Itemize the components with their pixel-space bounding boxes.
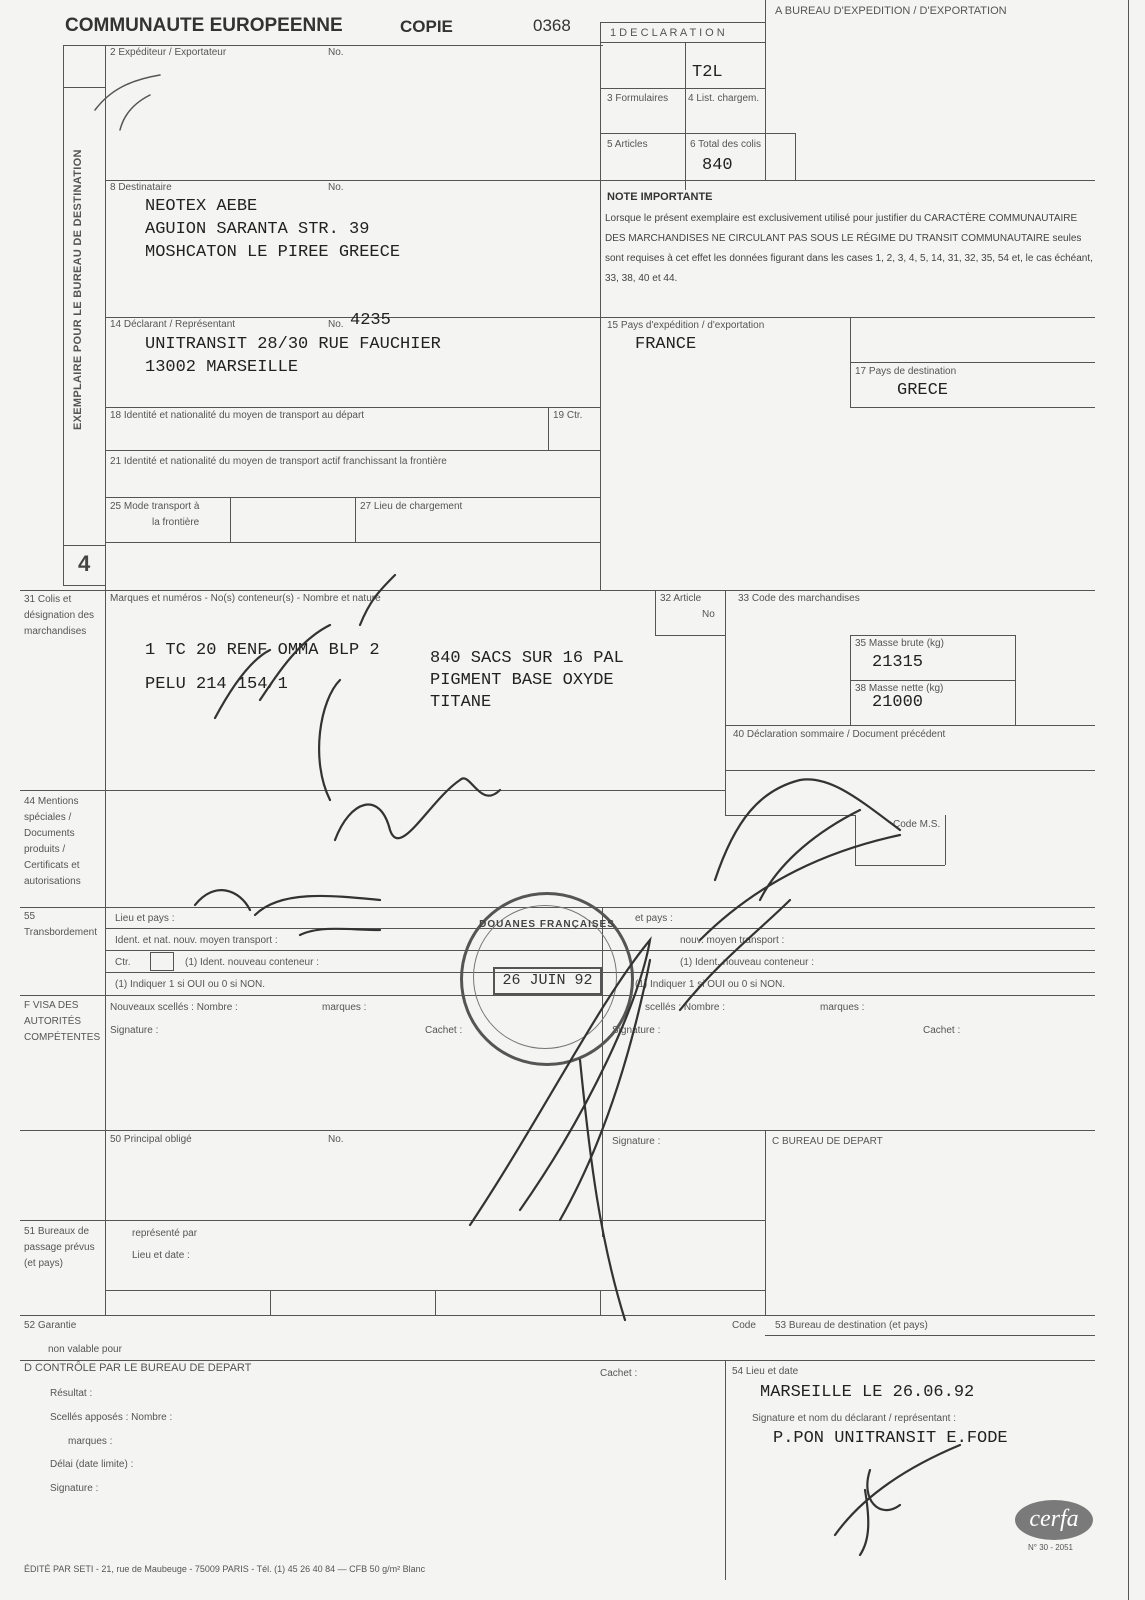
guarantee-code-label: Code <box>732 1320 756 1331</box>
signature-scribble <box>680 835 900 1010</box>
principal-signature-label: Signature : <box>612 1136 661 1147</box>
seal-marks-label: marques : <box>322 1002 367 1013</box>
place-date-54-value: MARSEILLE LE 26.06.92 <box>760 1383 975 1402</box>
gross-mass-value: 21315 <box>872 653 924 672</box>
consignee-label: 8 Destinataire <box>110 182 172 193</box>
principal-label: 50 Principal obligé <box>110 1134 192 1145</box>
place-date-54-label: 54 Lieu et date <box>732 1366 799 1377</box>
destination-country-label: 17 Pays de destination <box>855 366 957 377</box>
box-a-label: A BUREAU D'EXPEDITION / D'EXPORTATION <box>775 5 1007 17</box>
copy-destination-band: EXEMPLAIRE POUR LE BUREAU DE DESTINATION <box>72 149 84 430</box>
goods-line: 840 SACS SUR 16 PAL <box>430 649 624 668</box>
signature-scribble <box>195 890 380 935</box>
control-stamp-label: Cachet : <box>600 1368 638 1379</box>
destination-country-value: GRECE <box>897 381 949 400</box>
note-title: NOTE IMPORTANTE <box>607 191 713 203</box>
new-transport-label: Ident. et nat. nouv. moyen transport : <box>115 935 278 946</box>
stamp-text: DOUANES FRANÇAISES <box>479 919 615 930</box>
forms-label: 3 Formulaires <box>607 93 669 104</box>
new-seals-label: Nouveaux scellés : Nombre : <box>110 1002 238 1013</box>
item-label: 32 Article <box>660 593 702 604</box>
form-title: COMMUNAUTE EUROPEENNE <box>65 15 343 36</box>
ctr-label: Ctr. <box>115 957 131 968</box>
control-signature-label: Signature : <box>50 1483 99 1494</box>
transport-border-label: 21 Identité et nationalité du moyen de transport actif franchissant la frontière <box>110 456 447 467</box>
export-country-value: FRANCE <box>635 335 697 354</box>
transhipment-place-label-2: et pays : <box>635 913 673 924</box>
declarant-signature-label: Signature et nom du déclarant / représentant : <box>752 1413 957 1424</box>
transit-offices-label: 51 Bureaux de passage prévus (et pays) <box>24 1226 95 1269</box>
destination-office-label: 53 Bureau de destination (et pays) <box>775 1320 928 1331</box>
visa-stamp-label: Cachet : <box>425 1025 463 1036</box>
seals-applied-label: Scellés apposés : Nombre : <box>50 1412 173 1423</box>
consignee-line: MOSHCATON LE PIREE GREECE <box>145 243 401 262</box>
gross-mass-label: 35 Masse brute (kg) <box>855 638 944 649</box>
exporter-no-label: No. <box>328 47 344 58</box>
new-container-label-2: (1) Ident. nouveau conteneur : <box>680 957 814 968</box>
visa-signature-label: Signature : <box>110 1025 159 1036</box>
special-mentions-label: 44 Mentions spéciales / Documents produits / Certificats et autorisations <box>24 796 81 887</box>
goods-line: PIGMENT BASE OXYDE <box>430 671 614 690</box>
stamp-date: 26 JUIN 92 <box>493 967 602 995</box>
new-container-label: (1) Ident. nouveau conteneur : <box>185 957 319 968</box>
departure-office-label: C BUREAU DE DEPART <box>772 1136 883 1147</box>
indicate-note: (1) Indiquer 1 si OUI ou 0 si NON. <box>115 979 266 990</box>
cerfa-logo: cerfa <box>1015 1500 1093 1540</box>
net-mass-value: 21000 <box>872 693 924 712</box>
new-transport-label-2: nouv. moyen transport : <box>680 935 785 946</box>
result-label: Résultat : <box>50 1388 93 1399</box>
loading-place-label: 27 Lieu de chargement <box>360 501 463 512</box>
represented-by-label: représenté par <box>132 1228 198 1239</box>
annotation-scribble <box>215 625 330 718</box>
corner-scribble <box>95 75 160 130</box>
marks-numbers-label: Marques et numéros - No(s) conteneur(s) - Nombre et nature <box>110 593 381 604</box>
border-mode-label-2: la frontière <box>152 517 200 528</box>
large-signature-stroke <box>470 940 650 1225</box>
note-text: Lorsque le présent exemplaire est exclusivement utilisé pour justifier du CARACTÈRE COMMUNAUTAIRE DES MARCHANDISES NE CIRCULANT PAS SOUS LE RÉGIME DU TRANSIT COMMUNAUTAIRE seules sont requises à cet effet les données figurant dans les cases 1, 2, 3, 4, 5, 14, 31, 32, 35, 54 et, le cas échéant, 33, 38, 40 et 44. <box>605 213 1093 284</box>
place-date-label: Lieu et date : <box>132 1250 190 1261</box>
declarant-no-value: 4235 <box>350 311 391 330</box>
declarant-line: UNITRANSIT 28/30 RUE FAUCHIER <box>145 335 441 354</box>
time-limit-label: Délai (date limite) : <box>50 1459 134 1470</box>
consignee-line: NEOTEX AEBE <box>145 197 258 216</box>
transhipment-label: 55 Transbordement <box>24 911 97 938</box>
marks-line: 1 TC 20 RENF OMMA BLP 2 <box>145 641 380 660</box>
annotation-scribble <box>319 575 395 800</box>
declarant-signature-scribble <box>835 1445 960 1555</box>
marks-line: PELU 214 154/1 <box>145 675 288 694</box>
copy-label: COPIE <box>400 17 453 36</box>
visa-stamp-label-2: Cachet : <box>923 1025 961 1036</box>
loading-lists-label: 4 List. chargem. <box>688 93 760 104</box>
printer-info: ÉDITÉ PAR SETI - 21, rue de Maubeuge - 75009 PARIS - Tél. (1) 45 26 40 84 — CFB 50 g/m² Blanc <box>24 1564 426 1574</box>
guarantee-label: 52 Garantie <box>24 1320 77 1331</box>
indicate-note-2: (1) Indiquer 1 si OUI ou 0 si NON. <box>635 979 786 990</box>
form-number: 0368 <box>533 16 571 35</box>
cerfa-number: N° 30 - 2051 <box>1028 1543 1074 1552</box>
guarantee-sub-label: non valable pour <box>48 1344 122 1355</box>
previous-document-label: 40 Déclaration sommaire / Document précédent <box>733 729 946 740</box>
declarant-label: 14 Déclarant / Représentant <box>110 319 236 330</box>
code-ms-label: Code M.S. <box>893 819 941 830</box>
control-marks-label: marques : <box>68 1436 113 1447</box>
goods-line: TITANE <box>430 693 492 712</box>
signature-scribble <box>715 779 900 900</box>
declarant-no-label: No. <box>328 319 344 330</box>
net-mass-label: 38 Masse nette (kg) <box>855 683 944 694</box>
transhipment-place-label: Lieu et pays : <box>115 913 175 924</box>
declaration-label: 1 D E C L A R A T I O N <box>610 27 725 39</box>
signature-scribble <box>335 778 500 840</box>
export-country-label: 15 Pays d'expédition / d'exportation <box>607 320 765 331</box>
principal-no-label: No. <box>328 1134 344 1145</box>
departure-control-label: D CONTRÔLE PAR LE BUREAU DE DEPART <box>24 1362 252 1374</box>
declarant-line: 13002 MARSEILLE <box>145 358 299 377</box>
commodity-code-label: 33 Code des marchandises <box>738 593 860 604</box>
articles-label: 5 Articles <box>607 139 648 150</box>
copy-number: 4 <box>78 551 91 576</box>
exporter-label: 2 Expéditeur / Exportateur <box>110 47 227 58</box>
new-seals-label-2: scellés : Nombre : <box>645 1002 726 1013</box>
declaration-value: T2L <box>692 63 723 82</box>
transport-departure-label: 18 Identité et nationalité du moyen de transport au départ <box>110 410 365 421</box>
visa-signature-label-2: Signature : <box>612 1025 661 1036</box>
item-no-label: No <box>702 609 715 620</box>
consignee-no-label: No. <box>328 182 344 193</box>
total-packages-label: 6 Total des colis <box>690 139 761 150</box>
seal-marks-label-2: marques : <box>820 1002 865 1013</box>
declarant-signature-value: P.PON UNITRANSIT E.FODE <box>773 1429 1008 1448</box>
consignee-line: AGUION SARANTA STR. 39 <box>145 220 370 239</box>
total-packages-value: 840 <box>702 156 733 175</box>
goods-description-label: 31 Colis et désignation des marchandises <box>24 594 95 637</box>
border-mode-label: 25 Mode transport à <box>110 501 200 512</box>
container-label: 19 Ctr. <box>553 410 583 421</box>
authorities-visa-label: F VISA DES AUTORITÉS COMPÉTENTES <box>24 1000 101 1043</box>
